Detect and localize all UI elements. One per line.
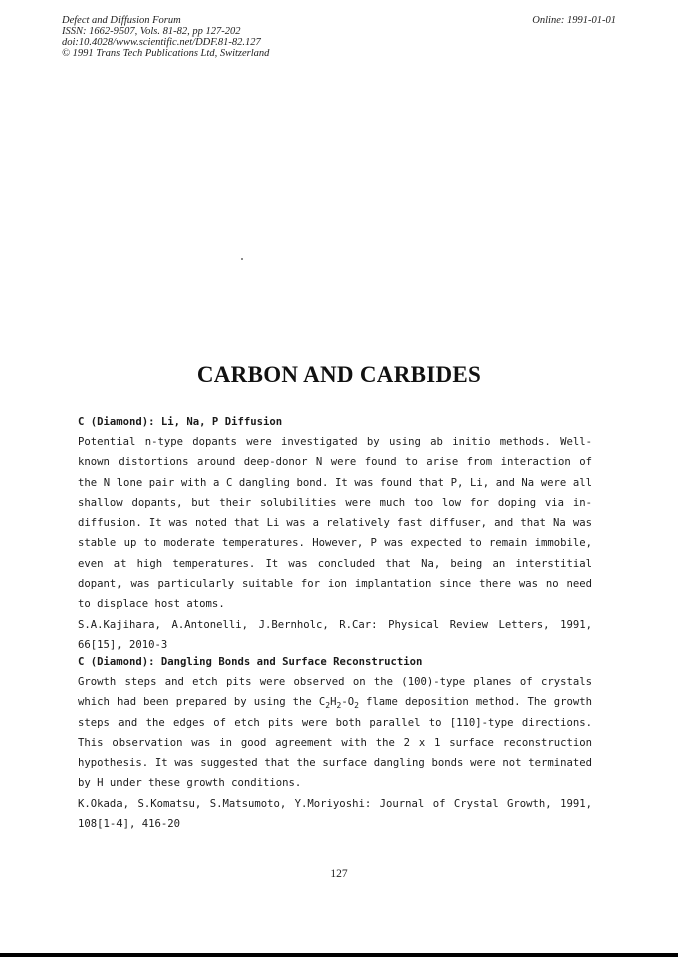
journal-name: Defect and Diffusion Forum [62, 15, 181, 26]
entry-body [78, 672, 592, 794]
entry-title: C (Diamond): Li, Na, P Diffusion [78, 416, 283, 428]
doi-line[interactable]: doi:10.4028/www.scientific.net/DDF.81-82.127 [62, 37, 261, 48]
page-number: 127 [330, 868, 348, 880]
chemical-formula: $C_2H_2-O_2$ [318, 696, 359, 711]
body-text: flame deposition method. The growth steps and the edges of etch pits were both parallel to [110]-type directions. This observation was in good agreement with the 2 x 1 surface reconstruction hypothesis. It was suggested that the surface dangling bonds were not terminated by H under these growth conditions. [78, 696, 592, 790]
entry-body: Potential n-type dopants were investigated by using ab initio methods. Well-known distortions around deep-donor N were found to arise from interaction of the N lone pair with a C dangling bond. It was found that P, Li, and Na were all shallow dopants, but their solubilities were much too low for doping via in-diffusion. It was noted that Li was a relatively fast diffuser, and that Na was stable up to moderate temperatures. However, P was expected to remain immobile, even at high temperatures. It was concluded that Na, being an interstitial dopant, was particularly suitable for ion implantation since there was no need to displace host atoms. [78, 436, 592, 611]
entry-reference: S.A.Kajihara, A.Antonelli, J.Bernholc, R.Car: Physical Review Letters, 1991, 66[15], 2010-3 [78, 618, 592, 651]
section-title: CARBON AND CARBIDES [196, 362, 482, 387]
issn-line: ISSN: 1662-9507, Vols. 81-82, pp 127-202 [62, 26, 241, 37]
footer-rule [0, 953, 678, 957]
scan-speck [241, 258, 243, 260]
abstract-entry [78, 652, 592, 834]
copyright-line: © 1991 Trans Tech Publications Ltd, Switzerland [62, 48, 270, 59]
entry-reference: K.Okada, S.Komatsu, S.Matsumoto, Y.Moriyoshi: Journal of Crystal Growth, 1991, 108[1-4], 416-20 [78, 797, 592, 831]
online-date: Online: 1991-01-01 [532, 15, 616, 26]
abstract-entry [78, 412, 592, 655]
body-text: Growth steps and etch pits were observed on the (100)-type planes of crystals which had been prepared by using the [78, 676, 592, 709]
journal-header [62, 15, 482, 59]
entry-title: C (Diamond): Dangling Bonds and Surface Reconstruction [78, 656, 423, 668]
